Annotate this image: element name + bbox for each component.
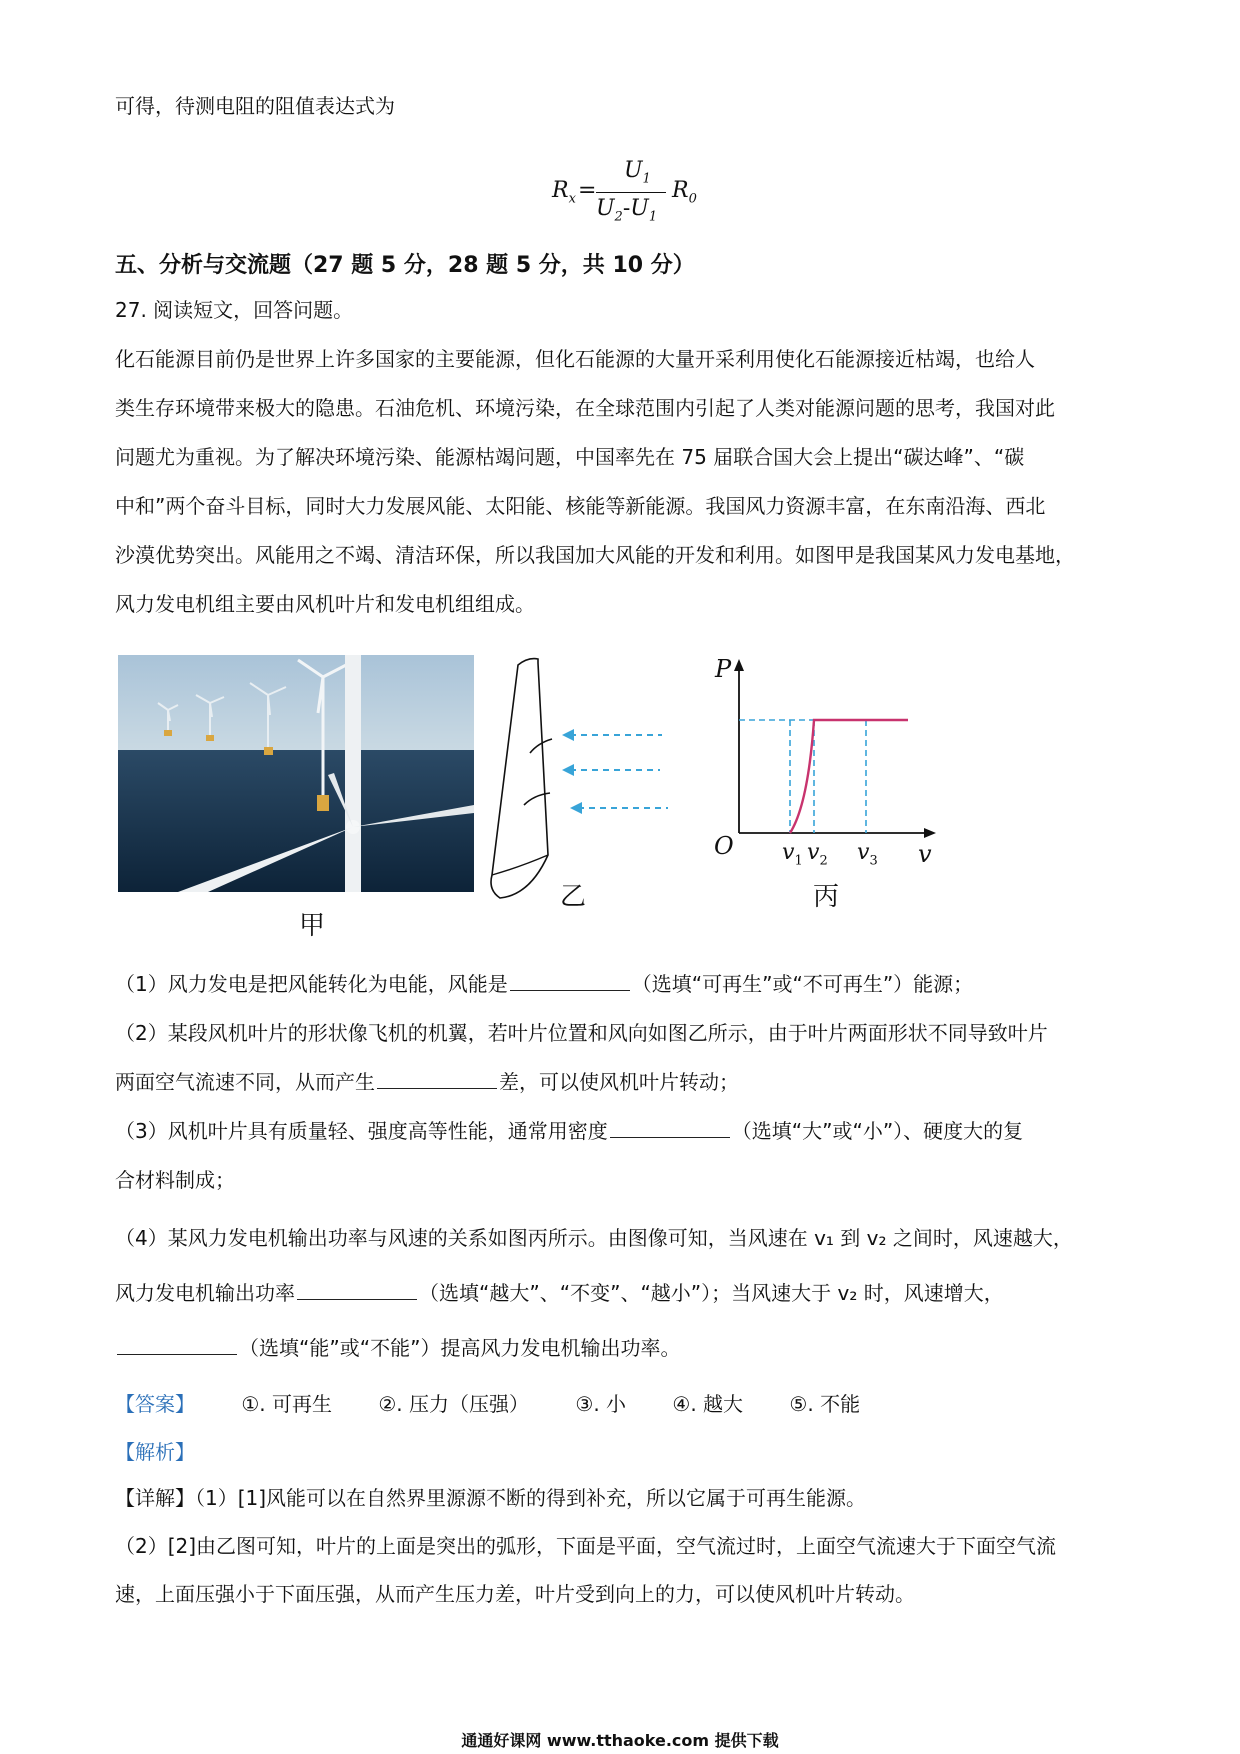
formula-num-sub: 1 — [642, 171, 651, 187]
formula-lhs-sub: x — [568, 191, 576, 207]
q4-tail: （选填“能”或“不能”）提高风力发电机输出功率。 — [239, 1336, 681, 1360]
wind-farm-photo — [118, 655, 474, 892]
formula-lhs: R — [552, 178, 569, 203]
q4-options: （选填“越大”、“不变”、“越小”）；当风速大于 v₂ 时，风速增大， — [419, 1281, 1004, 1305]
graph-origin-label: O — [714, 832, 734, 860]
formula-rhs: R — [672, 178, 689, 203]
resistance-formula — [552, 158, 712, 228]
question-27-title: 27. 阅读短文，回答问题。 — [115, 298, 354, 322]
formula-den-minus: - — [622, 196, 631, 221]
question-1 — [115, 960, 1125, 1008]
power-wind-speed-graph — [718, 655, 948, 870]
question-3-line2: 合材料制成； — [115, 1168, 235, 1192]
passage-line: 沙漠优势突出。风能用之不竭、清洁环保，所以我国加大风能的开发和利用。如图甲是我国某风力发电基地， — [115, 543, 1075, 567]
detail-line: （2）[2]由乙图可知，叶片的上面是突出的弧形，下面是平面，空气流过时，上面空气流速大于下面空气流 — [115, 1534, 1057, 1558]
question-4-line1: （4）某风力发电机输出功率与风速的关系如图丙所示。由图像可知，当风速在 v₁ 到 v₂ 之间时，风速越大， — [115, 1226, 1073, 1250]
graph-y-label: P — [715, 655, 732, 683]
formula-den-a-sub: 2 — [614, 209, 623, 225]
formula-den-b: U — [630, 196, 649, 221]
formula-den-a: U — [596, 196, 615, 221]
page-footer: 通通好课网 www.tthaoke.com 提供下载 — [461, 1731, 779, 1750]
formula-num: U — [624, 158, 643, 183]
q3-text: （3）风机叶片具有质量轻、强度高等性能，通常用密度 — [115, 1119, 608, 1143]
answer-blank-5[interactable] — [117, 1334, 237, 1355]
question-2-line2 — [115, 1058, 1125, 1106]
power-curve — [790, 720, 908, 833]
question-3-line1 — [115, 1107, 1125, 1155]
answer-item: ③. 小 — [575, 1392, 627, 1416]
answer-item: ④. 越大 — [672, 1392, 744, 1416]
answer-item: ②. 压力（压强） — [378, 1392, 530, 1416]
fraction-bar — [596, 192, 666, 193]
passage-line: 中和”两个奋斗目标，同时大力发展风能、太阳能、核能等新能源。我国风力资源丰富，在东南沿海、西北 — [115, 494, 1046, 518]
question-2-line1: （2）某段风机叶片的形状像飞机的机翼，若叶片位置和风向如图乙所示，由于叶片两面形状不同导致叶片 — [115, 1021, 1048, 1045]
formula-rhs-sub: 0 — [688, 191, 697, 207]
q3-options: （选填“大”或“小”）、硬度大的复 — [731, 1119, 1024, 1143]
q1-text: （1）风力发电是把风能转化为电能，风能是 — [115, 972, 508, 996]
q2-tail: 差，可以使风机叶片转动； — [499, 1070, 739, 1094]
section-title: 五、分析与交流题（27 题 5 分，28 题 5 分，共 10 分） — [115, 253, 695, 278]
passage-line: 化石能源目前仍是世界上许多国家的主要能源，但化石能源的大量开采利用使化石能源接近枯竭，也给人 — [115, 347, 1035, 371]
tick-v3: $v_3$ — [857, 840, 878, 869]
graph-x-label: v — [918, 840, 932, 868]
passage-line: 风力发电机组主要由风机叶片和发电机组组成。 — [115, 592, 535, 616]
answer-item: ①. 可再生 — [241, 1392, 333, 1416]
q2-text: 两面空气流速不同，从而产生 — [115, 1070, 375, 1094]
tick-v1: $v_1$ — [782, 840, 803, 869]
passage-line: 类生存环境带来极大的隐患。石油危机、环境污染，在全球范围内引起了人类对能源问题的思考，我国对此 — [115, 396, 1055, 420]
answer-blank-3[interactable] — [610, 1117, 730, 1138]
intro-line: 可得，待测电阻的阻值表达式为 — [115, 94, 395, 118]
answer-item: ⑤. 不能 — [789, 1392, 861, 1416]
question-4-line3 — [115, 1324, 1125, 1372]
figure-yi-caption: 乙 — [560, 882, 587, 912]
answer-blank-1[interactable] — [510, 970, 630, 991]
passage-line: 问题尤为重视。为了解决环境污染、能源枯竭问题，中国率先在 75 届联合国大会上提出“碳达峰”、“碳 — [115, 445, 1025, 469]
detail-line: 速，上面压强小于下面压强，从而产生压力差，叶片受到向上的力，可以使风机叶片转动。 — [115, 1582, 915, 1606]
answer-blank-2[interactable] — [377, 1068, 497, 1089]
answer-blank-4[interactable] — [297, 1279, 417, 1300]
tick-v2: $v_2$ — [807, 840, 828, 869]
answer-row — [115, 1388, 900, 1417]
formula-den-b-sub: 1 — [648, 209, 658, 225]
answer-label: 【答案】 — [115, 1392, 195, 1416]
detail-line: 【详解】（1）[1]风能可以在自然界里源源不断的得到补充，所以它属于可再生能源。 — [115, 1486, 867, 1510]
question-4-line2 — [115, 1269, 1125, 1317]
figure-jia-caption: 甲 — [299, 911, 326, 941]
formula-equals: = — [578, 178, 597, 203]
blade-diagram — [480, 655, 720, 900]
q1-options: （选填“可再生”或“不可再生”）能源； — [631, 972, 974, 996]
analysis-label: 【解析】 — [115, 1440, 195, 1464]
figure-bing-caption: 丙 — [813, 882, 840, 912]
q4-text: 风力发电机输出功率 — [115, 1281, 295, 1305]
